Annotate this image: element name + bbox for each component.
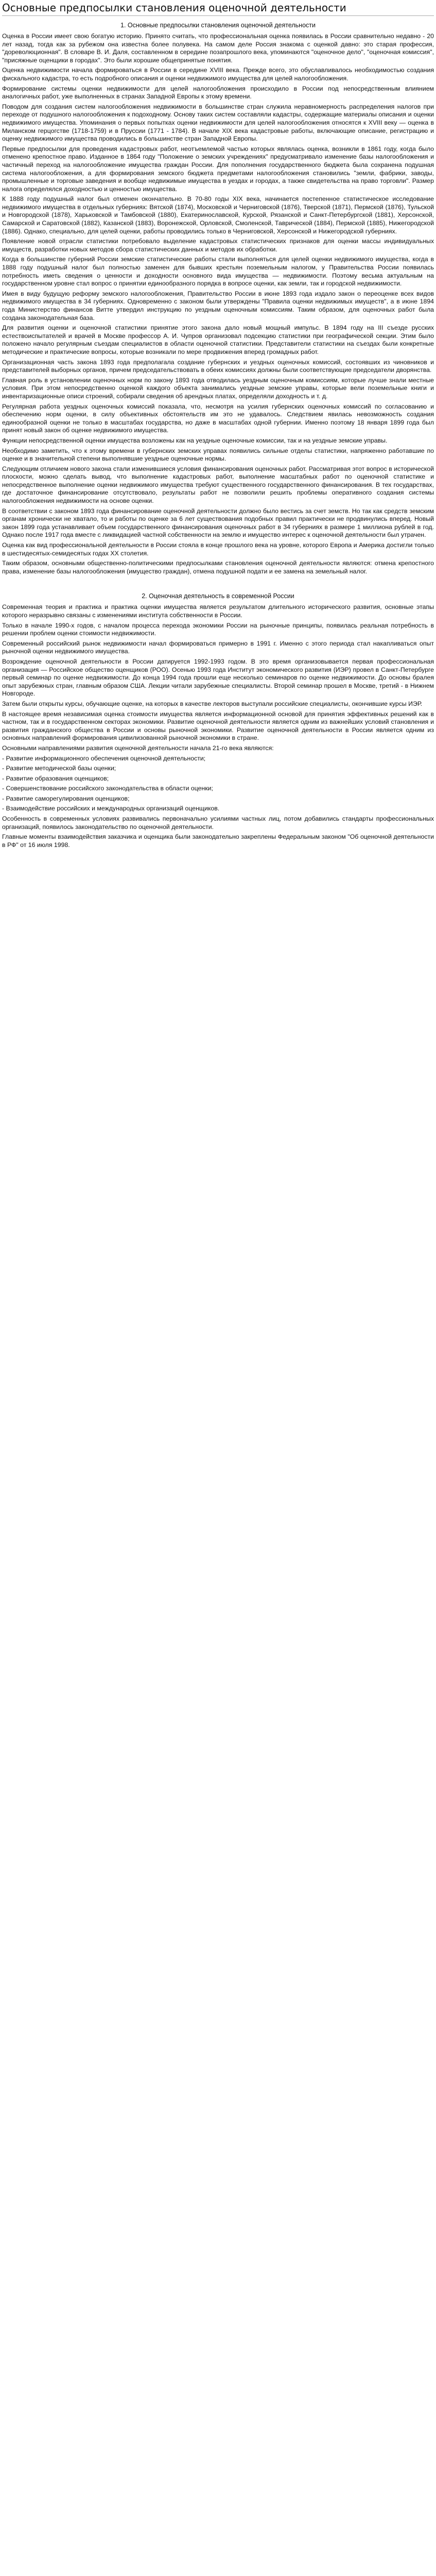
paragraph: Возрождение оценочной деятельности в России датируется 1992-1993 годом. В это время организовывается первая профессиональная организация — Российское общество оценщиков (РОО). Осенью 1993 года Институт экономического развития (ИЭР) провел в Санкт-Петербурге первый семинар по оценке недвижимости. До конца 1994 года прошли еще несколько семинаров по оценке недвижимости. До основы бралея опыт зарубежных стран, главным образом США. Лекции читали зарубежные специалисты. Второй семинар прошел в Москве, третий - в Нижнем Новгороде. xyxy=(2,657,434,698)
paragraph: - Развитие информационного обеспечения оценочной деятельности; xyxy=(2,754,206,762)
paragraph: - Развитие саморегулирования оценщиков; xyxy=(2,794,130,802)
paragraph: Только в начале 1990-х годов, с началом процесса перехода экономики России на рыночные принципы, появилась реальная потребность в решении проблем оценки стоимости недвижимости. xyxy=(2,621,434,637)
paragraph: Оценка в России имеет свою богатую историю. Принято считать, что профессиональная оценка появилась в России сравнительно недавно - 20 лет назад, тогда как за рубежом она известна более полувека. На самом деле Россия знакома с оценкой давно: это старая профессия, "дореволюционная". В словаре В. И. Даля, составленном в середине позапрошлого века, упоминаются "оценочное дело", "оценочная комиссия", "присяжные оценщики в городах". Это были хорошие общепринятые понятия. xyxy=(2,32,434,64)
section-heading: 2. Оценочная деятельность в современной России xyxy=(142,592,294,600)
paragraph: - Развитие образования оценщиков; xyxy=(2,774,109,782)
paragraph: Затем были открыты курсы, обучающие оценке, на которых в качестве лекторов выступали российские специалисты, окончившие курсы ИЭР. xyxy=(2,700,423,707)
paragraph: Регулярная работа уездных оценочных комиссий показала, что, несмотря на усилия губернских оценочных комиссий по согласованию и обеспечению норм оценки, в силу объективных обстоятельств им это не удавалось. Следствием явилась невозможность создания единообразной оценки не только в масштабах государства, но даже в масштабах одной губернии. Именно поэтому 18 января 1899 года был принят новый закон об оценке недвижимого имущества. xyxy=(2,402,434,434)
document xyxy=(0,0,436,849)
section-heading: 1. Основные предпосылки становления оценочной деятельности xyxy=(120,22,316,29)
paragraph: - Совершенствование российского законодательства в области оценки; xyxy=(2,785,213,792)
paragraph: Основными направлениями развития оценочной деятельности начала 21-го века являются: xyxy=(2,744,274,752)
paragraph: Современный российский рынок недвижимости начал формироваться примерно в 1991 г. Именно с этого периода стал накапливаться опыт рыночной оценки недвижимого имущества. xyxy=(2,639,434,655)
paragraph: Особенность в современных условиях развивались первоначально усилиями частных лиц, потом добавились стандарты профессиональных организаций, появилось законодательство по оценочной деятельности. xyxy=(2,815,434,831)
section-1 xyxy=(2,21,434,575)
paragraph: Современная теория и практика и практика оценки имущества является результатом длительного исторического развития, основные этапы которого неразрывно связаны с изменениями института собственности в России. xyxy=(2,603,434,619)
paragraph: В соответствии с законом 1893 года финансирование оценочной деятельности должно было вестись за счет земств. Но так как средств земским органам хронически не хватало, то и работы по оценке за 6 лет существования подобных правил практически не продвинулись вперед. Новый закон 1899 года устанавливает объем государственного финансирования оценочных работ в 34 губерниях в размере 1 миллиона рублей в год. Однако после 1917 года вместе с ликвидацией частной собственности на землю и имущество интерес к оценочной деятельности был утрачен. xyxy=(2,507,434,539)
paragraph: Появление новой отрасли статистики потребовало выделение кадастровых статистических признаков для оценки массы индивидуальных имуществ, разработки новых методов сбора статистических данных и методов их обработки. xyxy=(2,238,434,253)
paragraph: Имея в виду будущую реформу земского налогообложения, Правительство России в июне 1893 года издало закон о переоценке всех видов недвижимого имущества в 34 губерниях. Одновременно с законом были утверждены "Правила оценки недвижимых имуществ", а в июне 1894 года Министерство финансов Витте утвердил инструкцию по уездным оценочным комиссиям. Таким образом, для оценочных работ была создана законодательная база. xyxy=(2,290,434,321)
paragraph: - Развитие методической базы оценки; xyxy=(2,765,116,772)
paragraph: Необходимо заметить, что к этому времени в губернских земских управах появились сильные отделы статистики, напряженно работавшие по оценке и в значительной степени выполнявшие уездные оценочные нормы. xyxy=(2,447,434,463)
paragraph: Когда в большинстве губерний России земские статистические работы стали выполняться для целей оценки недвижимого имущества, когда в 1888 году подушный налог был полностью заменен для бывших крестьян поземельным налогом, у Правительства России появилась потребность иметь сведения о ценности и доходности основного вида имущества — недвижимости. Поэтому весьма актуальным на государственном уровне стал вопрос о принятии единообразного порядка в вопросе оценки, как земли, так и городской недвижимости. xyxy=(2,256,434,287)
paragraph: Функции непосредственной оценки имущества возложены как на уездные оценочные комиссии, так и на уездные земские управы. xyxy=(2,436,388,444)
paragraph: Оценка как вид профессиональной деятельности в России стояла в конце прошлого века на уровне, которого Европа и Америка достигли только в шестидесятых-семидесятых годах XX столетия. xyxy=(2,541,434,557)
paragraph: В настоящее время независимая оценка стоимости имущества является информационной основой для принятия эффективных решений как в частном, так и в государственном секторах экономики. Развитие оценочной деятельности является одним из важнейших условий становления и развития гражданского общества в России и основы рыночной экономики. Развитие оценочной деятельности в России является одним из основных направлений формирования цивилизованной рыночной экономики в стране. xyxy=(2,710,434,742)
paragraph: Главные моменты взаимодействия заказчика и оценщика были законодательно закреплены Федеральным законом "Об оценочной деятельности в РФ" от 16 июля 1998. xyxy=(2,833,434,849)
section-spacer xyxy=(2,578,434,587)
paragraph: Таким образом, основными общественно-политическими предпосылками становления оценочной деятельности являются: отмена крепостного права, изменение базы налогообложения (имущество граждан), отмена подушной подати и ее замена на земельный налог. xyxy=(2,560,434,575)
paragraph: Оценка недвижимости начала формироваться в России в середине XVIII века. Прежде всего, это обуславливалось необходимостью создания фискального кадастра, то есть подробного описания и оценки недвижимого имущества для целей налогообложения. xyxy=(2,66,434,82)
paragraph: Главная роль в установлении оценочных норм по закону 1893 года отводилась уездным оценочным комиссиям, которые лучше знали местные условия. При этом непосредственно оценкой каждого объекта занимались уездные земские управы, которые вели поземельные книги и инвентаризационные описи строений, собирали сведения об арендных платах, определяли доходность и т. д. xyxy=(2,376,434,400)
page-title: Основные предпосылки становления оценочной деятельности xyxy=(2,2,346,14)
paragraph: Организационная часть закона 1893 года предполагала создание губернских и уездных оценочных комиссий, состоявших из чиновников и представителей выборных органов, причем председательствовать в обеих комиссиях должны были соответствующие председатели дворянства. xyxy=(2,358,434,374)
paragraph: Для развития оценки и оценочной статистики принятие этого закона дало новый мощный импульс. В 1894 году на III съезде русских естествоиспытателей и врачей в Москве профессор А. И. Чупров организовал подсекцию статистики при географической секции. Этим было положено начало регулярным съездам специалистов в области оценочной статистики. Представители статистики на съездах были конкретные методические и практические вопросы, которые возникали по мере продвижения вперед громадных работ. xyxy=(2,324,434,355)
paragraph: Поводом для создания систем налогообложения недвижимости в большинстве стран служила неравномерность распределения налогов при переходе от подушного налогообложения к подоходному. Основу таких систем составляли кадастры, содержащие материалы описания и оценки недвижимого имущества. Упоминания о первых попытках оценки недвижимости для целей налогообложения относятся к XVIII веку — оценка в Миланском герцогстве (1718-1759) и в Пруссии (1771 - 1784). В начале XIX века кадастровые работы, включающие описание, регистрацию и оценку недвижимого имущества проводились в большинстве стран Западной Европы. xyxy=(2,103,434,143)
paragraph: Первые предпосылки для проведения кадастровых работ, неотъемлемой частью которых являлась оценка, возникли в 1861 году, когда было отменено крепостное право. Изданное в 1864 году "Положение о земских учреждениях" предусматривало изменение базы налогообложения и частичный переход на налогообложение имущества граждан России. Для пополнения государственного бюджета была сохранена подушная система налогообложения, а для формирования земского бюджета предметами налогообложения становились "земли, фабрики, заводы, промышленные и торговые заведения и вообще недвижимые имущества в уездах и городах, а также свидетельства на право торговли". Размер налога определялся доходностью и ценностью имущества. xyxy=(2,145,434,193)
paragraph: - Взаимодействие российских и международных организаций оценщиков. xyxy=(2,805,220,812)
sections-container xyxy=(2,21,434,849)
section-2 xyxy=(2,592,434,849)
paragraph: Формирование системы оценки недвижимости для целей налогообложения происходило в России под непосредственным влиянием аналогичных работ, уже выполненных в странах Западной Европы к этому времени. xyxy=(2,84,434,100)
paragraph: Следующим отличием нового закона стали изменившиеся условия финансирования оценочных работ. Рассматривая этот вопрос в исторической плоскости, можно сделать вывод, что выполнение кадастровых работ, выполнение масштабных работ по оценочной статистике и непосредственное выполнение оценки недвижимого имущества требуют существенного государственного финансирования. В тех государствах, где достаточное финансирование отсутствовало, результаты работ не позволили решить проблемы оперативного создания системы налогообложения недвижимости на основе оценки. xyxy=(2,465,434,505)
title-divider xyxy=(2,15,434,16)
paragraph: К 1888 году подушный налог был отменен окончательно. В 70-80 годы XIX века, начинается постепенное статистическое исследование недвижимого имущества в отдельных губерниях: Вятской (1874), Московской и Черниговской (1876), Тверской (1871), Пермской (1876), Тульской и Новгородской (1878), Харьковской и Тамбовской (1880), Екатеринославской, Курской, Рязанской и Санкт-Петербургской (1881), Херсонской, Самарской и Саратовской (1882), Казанской (1883), Воронежской, Орловской, Смоленской, Таврической (1884), Пермской (1885), Нижегородской (1886). Однако, специально, для целей оценки, работы проводились только в Черниговской, Херсонской и Нижегородской губерниях. xyxy=(2,195,434,235)
